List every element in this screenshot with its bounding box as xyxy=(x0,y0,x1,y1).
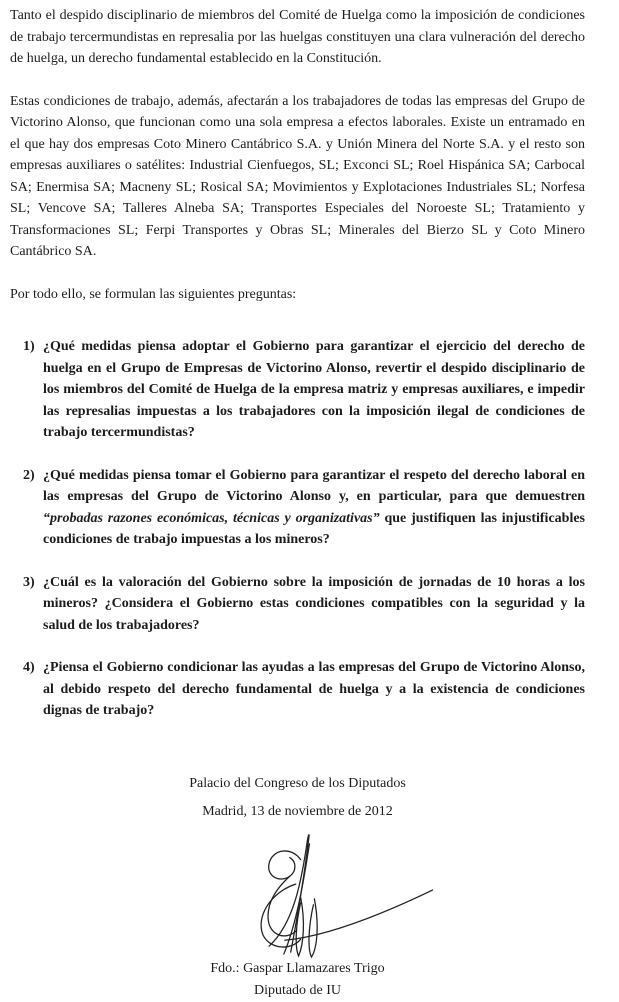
question-text: ¿Qué medidas piensa adoptar el Gobierno para garantizar el ejercicio del derecho de huelga en el Grupo de Empresas de Victorino Alonso, revertir el despido disciplinario de los miembros del Comité de Huelga de la empresa matriz y empresas auxiliares, e impedir las represalias impuestas a los trabajadores con la imposición ilegal de condiciones de trabajo tercermundistas? xyxy=(43,339,585,440)
question-text: ¿Piensa el Gobierno condicionar las ayudas a las empresas del Grupo de Victorino Alonso, al debido respeto del derecho fundamental de huelga y a la existencia de condiciones dignas de trabajo? xyxy=(43,660,585,718)
closing-role: Diputado de IU xyxy=(253,982,342,998)
closing-block xyxy=(10,770,585,1002)
question-text-after: que justifiquen las injustificables condiciones de trabajo impuestas a los mineros? xyxy=(43,510,586,547)
question-item-2 xyxy=(23,465,585,551)
questions-list xyxy=(10,336,585,722)
question-text-before: ¿Qué medidas piensa tomar el Gobierno para garantizar el respeto del derecho laboral en las empresas del Grupo de Victorino Alonso y, en particular, para que demuestren xyxy=(43,467,585,504)
question-number: 4) xyxy=(23,660,35,675)
closing-date: Madrid, 13 de noviembre de 2012 xyxy=(202,803,393,819)
paragraph-company-network: Estas condiciones de trabajo, además, afectarán a los trabajadores de todas las empresas del Grupo de Victorino Alonso, que funcionan como una sola empresa a efectos laborales. Existe un entramado en el que hay dos empresas Coto Minero Cantábrico S.A. y Unión Minera del Norte S.A. y el resto son empresas auxiliares o satélites: Industrial Cienfuegos, SL; Exconci SL; Roel Hispánica SA; Carbocal SA; Enermisa SA; Macneny SL; Rosical SA; Movimientos y Explotaciones Industriales SL; Norfesa SL; Vencove SA; Talleres Alneba SA; Transportes Especiales del Noroeste SL; Tratamiento y Transformaciones SL; Ferpi Transportes y Obras SL; Minerales del Bierzo SL y Coto Minero Cantábrico SA. xyxy=(10,93,585,259)
closing-place: Palacio del Congreso de los Diputados xyxy=(189,775,406,791)
question-quote: “probadas razones económicas, técnicas y organizativas” xyxy=(43,510,380,526)
question-text xyxy=(43,465,585,551)
question-item-1 xyxy=(23,336,585,444)
question-number: 3) xyxy=(23,574,35,590)
question-number: 2) xyxy=(23,467,35,483)
questions-intro: Por todo ello, se formulan las siguientes preguntas: xyxy=(10,286,297,302)
question-item-4 xyxy=(23,657,585,722)
question-text: ¿Cuál es la valoración del Gobierno sobre la imposición de jornadas de 10 horas a los mineros? ¿Considera el Gobierno estas condiciones compatibles con la seguridad y la salud de los trabajadores? xyxy=(43,574,585,633)
closing-signer: Fdo.: Gaspar Llamazares Trigo xyxy=(210,960,385,976)
question-number: 1) xyxy=(23,339,35,354)
paragraph-strike-rights: Tanto el despido disciplinario de miembros del Comité de Huelga como la imposición de condiciones de trabajo tercermundistas en represalia por las huelgas constituyen una clara vulneración del derecho de huelga, un derecho fundamental establecido en la Constitución. xyxy=(10,8,585,66)
question-item-3 xyxy=(23,572,585,637)
handwritten-signature-icon xyxy=(238,830,438,958)
